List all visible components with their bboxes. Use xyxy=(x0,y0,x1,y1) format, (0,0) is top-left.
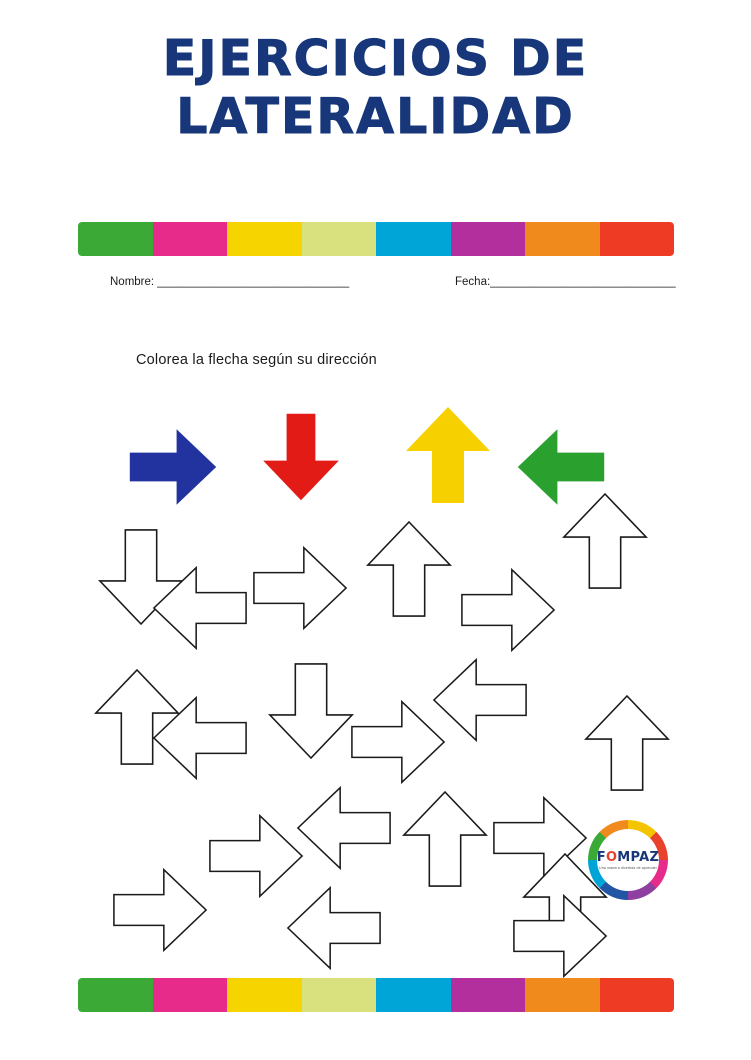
legend-arrow-down[interactable] xyxy=(256,412,346,502)
outline-arrow-right-20[interactable] xyxy=(512,888,608,984)
title-line-1: EJERCICIOS DE xyxy=(162,30,589,87)
page-title xyxy=(0,30,751,146)
color-bar-bottom xyxy=(78,978,674,1012)
color-segment-yellow xyxy=(227,978,302,1012)
outline-arrow-left-8[interactable] xyxy=(152,690,248,786)
color-segment-yellow xyxy=(227,222,302,256)
logo-inner-circle xyxy=(597,829,659,891)
color-bar-top xyxy=(78,222,674,256)
color-segment-red xyxy=(600,978,675,1012)
outline-arrow-left-14[interactable] xyxy=(296,780,392,876)
outline-arrow-up-15[interactable] xyxy=(396,790,494,888)
color-segment-blue xyxy=(376,978,451,1012)
title-line-2: LATERALIDAD xyxy=(176,88,575,145)
outline-arrow-down-9[interactable] xyxy=(262,662,360,760)
fompaz-logo xyxy=(588,820,668,900)
color-segment-pink xyxy=(153,978,228,1012)
color-segment-light-green xyxy=(302,222,377,256)
color-segment-purple xyxy=(451,222,526,256)
outline-arrow-left-2[interactable] xyxy=(152,560,248,656)
color-segment-green xyxy=(78,978,153,1012)
logo-word-part1: F xyxy=(596,849,606,865)
color-segment-green xyxy=(78,222,153,256)
outline-arrow-up-12[interactable] xyxy=(578,694,676,792)
color-segment-blue xyxy=(376,222,451,256)
color-segment-orange xyxy=(525,222,600,256)
logo-word-o: O xyxy=(605,849,618,865)
date-field-label: Fecha:_____________________________ xyxy=(455,276,676,288)
color-segment-purple xyxy=(451,978,526,1012)
logo-wordmark xyxy=(597,851,660,864)
outline-arrow-up-4[interactable] xyxy=(360,520,458,618)
instruction-text: Colorea la flecha según su dirección xyxy=(136,352,377,368)
legend-arrow-right[interactable] xyxy=(128,422,218,512)
outline-arrow-right-3[interactable] xyxy=(252,540,348,636)
color-segment-orange xyxy=(525,978,600,1012)
outline-arrow-right-17[interactable] xyxy=(112,862,208,958)
logo-word-part2: MPAZ xyxy=(617,849,660,865)
color-segment-light-green xyxy=(302,978,377,1012)
color-segment-red xyxy=(600,222,675,256)
outline-arrow-up-6[interactable] xyxy=(556,492,654,590)
outline-arrow-left-11[interactable] xyxy=(432,652,528,748)
outline-arrow-left-18[interactable] xyxy=(286,880,382,976)
outline-arrow-right-5[interactable] xyxy=(460,562,556,658)
name-field-label: Nombre: ______________________________ xyxy=(110,276,350,288)
legend-arrow-up[interactable] xyxy=(398,405,498,505)
color-segment-pink xyxy=(153,222,228,256)
logo-tagline: Una manera divertida de aprender xyxy=(599,865,657,870)
